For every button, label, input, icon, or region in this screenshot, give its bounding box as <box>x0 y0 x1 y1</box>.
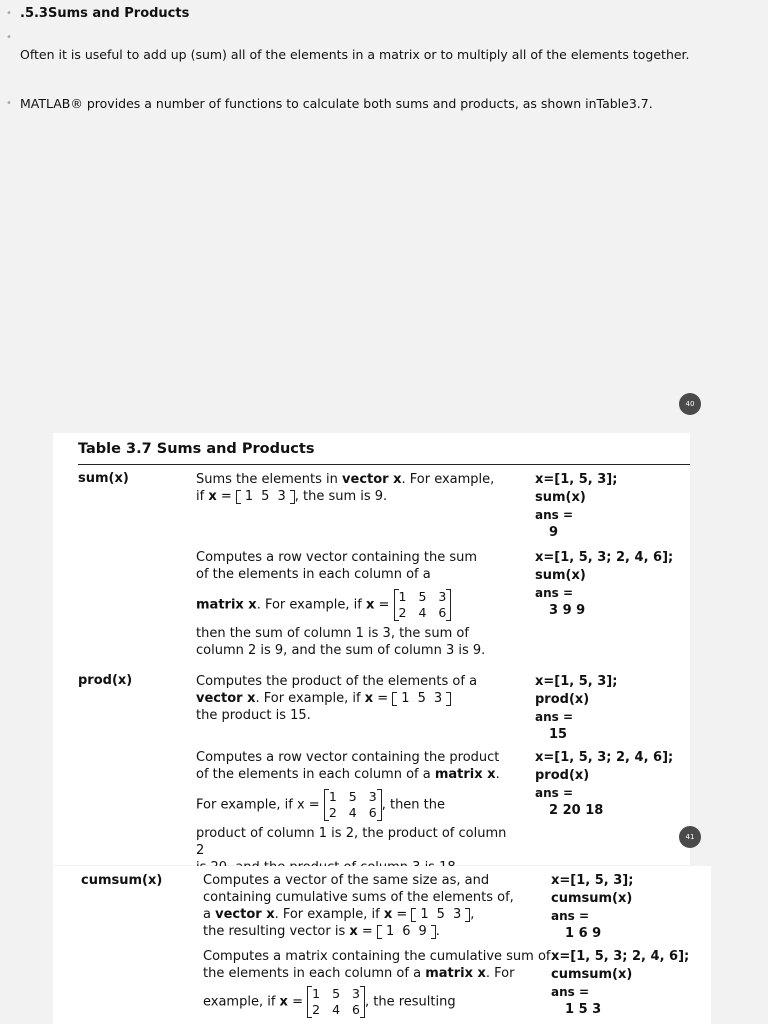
vector-bracket: 1 5 3 <box>236 490 295 504</box>
table-image-continued <box>53 866 711 1024</box>
row-description: Computes a matrix containing the cumulative sum of the elements in each column of a matrix x. For example, if x = 1 5 3 2 4 6 , the resulting <box>203 949 551 1017</box>
page-number-badge: 41 <box>679 826 701 848</box>
vector-bracket: 1 5 3 <box>411 908 470 922</box>
function-name: cumsum(x) <box>81 873 163 888</box>
code-example: x=[1, 5, 3]; sum(x) ans = 9 <box>535 472 618 540</box>
intro-paragraph: Often it is useful to add up (sum) all of the elements in a matrix or to multiply all of the elements together. <box>20 47 690 62</box>
page-number-badge: 40 <box>679 393 701 415</box>
matrix-bracket: 1 5 3 2 4 6 <box>394 589 452 621</box>
code-example: x=[1, 5, 3; 2, 4, 6]; prod(x) ans = 2 20 18 <box>535 750 674 818</box>
matlab-paragraph: MATLAB® provides a number of functions to calculate both sums and products, as shown inTable3.7. <box>20 96 653 111</box>
matrix-bracket: 1 5 3 2 4 6 <box>324 789 382 821</box>
function-name: sum(x) <box>78 471 129 486</box>
table-title: Table 3.7 Sums and Products <box>78 441 315 457</box>
bullet-dot: • <box>6 8 12 19</box>
code-example: x=[1, 5, 3]; prod(x) ans = 15 <box>535 674 618 742</box>
matrix-bracket: 1 5 3 2 4 6 <box>307 986 365 1018</box>
row-description: Sums the elements in vector x. For example, if x = 1 5 3 , the sum is 9. <box>196 472 495 504</box>
vector-bracket: 1 5 3 <box>392 692 451 706</box>
function-name: prod(x) <box>78 673 133 688</box>
bullet-dot: • <box>6 98 12 109</box>
section-title: .5.3Sums and Products <box>20 6 190 21</box>
table-image <box>53 433 690 865</box>
code-example: x=[1, 5, 3; 2, 4, 6]; sum(x) ans = 3 9 9 <box>535 550 674 618</box>
bullet-dot: • <box>6 32 12 43</box>
table-rule <box>78 464 690 465</box>
row-description: Computes a row vector containing the product of the elements in each column of a matrix x. For example, if x = 1 5 3 2 4 6 , then the product of column 1 is 2, the product of column 2 <box>196 750 507 858</box>
row-description: Computes the product of the elements of a vector x. For example, if x = 1 5 3 the product is 15. <box>196 674 478 723</box>
row-description: Computes a row vector containing the sum of the elements in each column of a matrix x. For example, if x = 1 5 3 2 4 6 then the sum of column 1 is 3, the sum of column 2 is 9, and the sum of column 3 is 9. <box>196 550 486 658</box>
code-example: x=[1, 5, 3]; cumsum(x) ans = 1 6 9 <box>551 873 634 941</box>
row-description: Computes a vector of the same size as, and containing cumulative sums of the elements of, a vector x. For example, if x = 1 5 3 , the resulting vector is x = 1 6 9 . <box>203 873 514 939</box>
vector-bracket: 1 6 9 <box>377 925 436 939</box>
code-example: x=[1, 5, 3; 2, 4, 6]; cumsum(x) ans = 1 5 3 <box>551 949 690 1017</box>
